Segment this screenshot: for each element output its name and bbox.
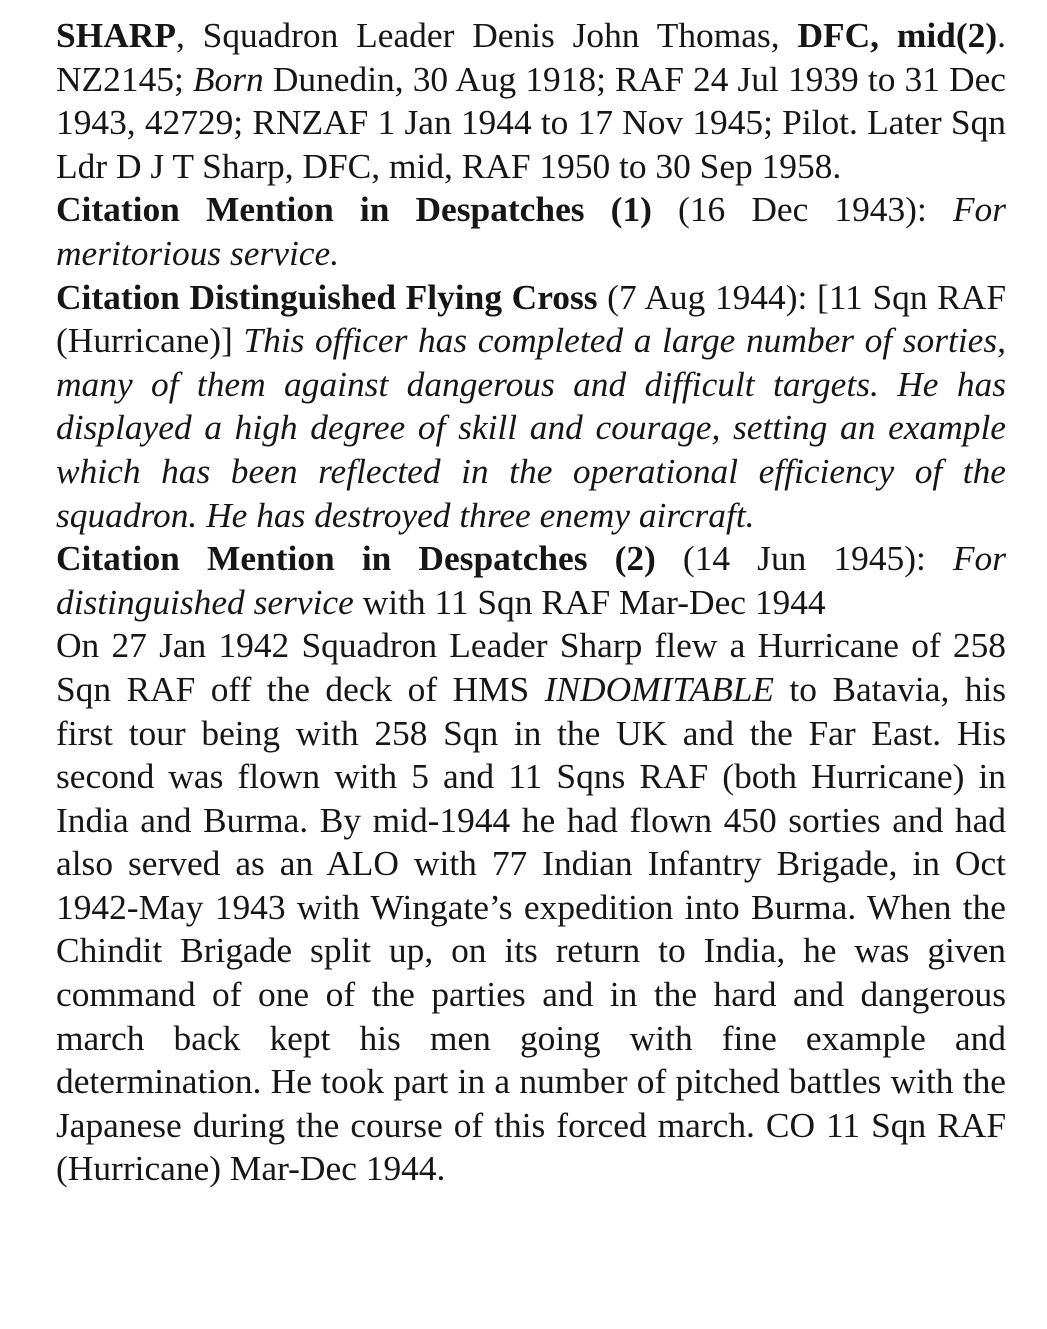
citation-mid-1 — [56, 188, 1006, 275]
citation-dfc-date: (7 Aug 1944): [11 Sqn RAF (Hurricane)] — [56, 276, 1007, 361]
citation-mid-1-heading: Citation Mention in Despatches (1) — [56, 189, 652, 230]
citation-mid-2-date: (14 Jun 1945): — [655, 538, 953, 579]
citation-mid-1-text: For meritorious service. — [56, 189, 1006, 273]
service-number: NZ2145; — [56, 58, 193, 99]
citation-mid-2-text: For distinguished service — [56, 538, 1006, 622]
citation-mid-1-date: (16 Dec 1943): — [651, 189, 953, 230]
surname: SHARP — [56, 15, 176, 55]
citation-mid-2-heading: Citation Mention in Despatches (2) — [56, 538, 656, 579]
citation-dfc-text: This officer has completed a large number of sorties, many of them against dangerous and difficult targets. He has displayed a high degree of skill and courage, setting an example which has been reflected in the operational efficiency of the squadron. He has destroyed three enemy aircraft. — [56, 320, 1006, 535]
citation-dfc — [56, 276, 1006, 538]
biography-entry — [56, 14, 1006, 1191]
awards: DFC, mid(2) — [797, 15, 998, 55]
header-period: . — [997, 15, 1006, 55]
service-details: Dunedin, 30 Aug 1918; RAF 24 Jul 1939 to 31 Dec 1943, 42729; RNZAF 1 Jan 1944 to 17 Nov 1945; Pilot. Later Sqn Ldr D J T Sharp, DFC, mid, RAF 1950 to 30 Sep 1958. — [56, 58, 1007, 186]
narrative-part-2: to Batavia, his first tour being with 258 Sqn in the UK and the Far East. His second was flown with 5 and 11 Sqns RAF (both Hurricane) in India and Burma. By mid-1944 he had flown 450 sorties and had also served as an ALO with 77 Indian Infantry Brigade, in Oct 1942-May 1943 with Wingate’s expedition into Burma. When the Chindit Brigade split up, on its return to India, he was given command of one of the parties and in the hard and dangerous march back kept his men going with fine example and determination. He took part in a number of pitched battles with the Japanese during the course of this forced march. CO 11 Sqn RAF (Hurricane) Mar-Dec 1944. — [56, 668, 1007, 1189]
citation-dfc-heading: Citation Distinguished Flying Cross — [56, 276, 598, 317]
narrative — [56, 624, 1006, 1191]
born-label: Born — [192, 58, 264, 99]
citation-mid-2-suffix: with 11 Sqn RAF Mar-Dec 1944 — [353, 581, 826, 622]
narrative-part-1: On 27 Jan 1942 Squadron Leader Sharp flew a Hurricane of 258 Sqn RAF off the deck of HMS — [56, 625, 1006, 709]
ship-name: INDOMITABLE — [544, 668, 775, 709]
citation-mid-2 — [56, 537, 1006, 624]
entry-header — [56, 14, 1006, 188]
rank-and-name: , Squadron Leader Denis John Thomas, — [175, 15, 798, 55]
